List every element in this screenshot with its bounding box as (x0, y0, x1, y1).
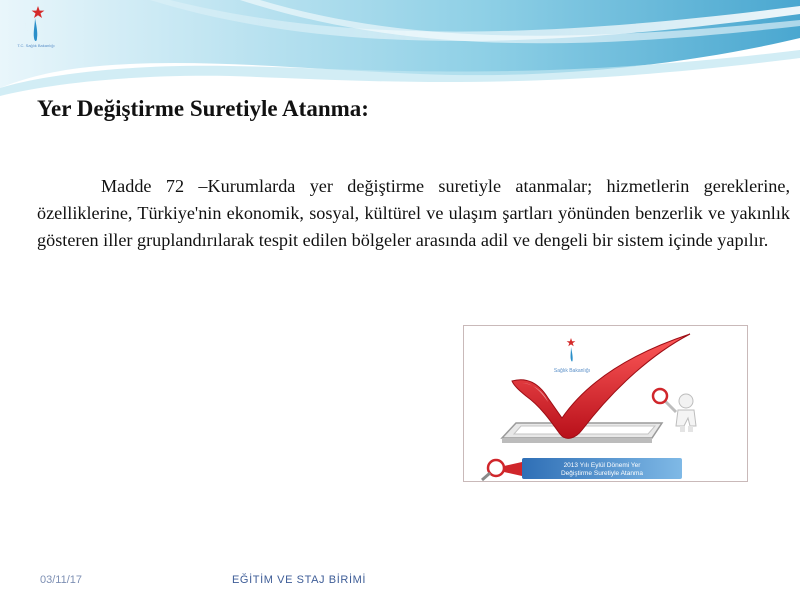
footer-unit: EĞİTİM VE STAJ BİRİMİ (232, 574, 367, 586)
logo-text: T.C. Sağlık Bakanlığı (17, 43, 55, 48)
banner-line-2: Değiştirme Suretiyle Atanma (560, 470, 644, 477)
slide-body-text: Madde 72 –Kurumlarda yer değiştirme suretiyle atanmalar; hizmetlerin gereklerine, özelliklerine, Türkiye'nin ekonomik, sosyal, kültürel ve ulaşım şartları yönünden benzerlik ve yakınlık gösteren iller gruplandırılarak tespit edilen bölgeler arasında adil ve dengeli bir sistem içinde yapılır. (37, 176, 790, 250)
caption-banner (482, 458, 682, 480)
checkmark-illustration (464, 326, 747, 481)
banner-line-1: 2013 Yılı Eylül Dönemi Yer (563, 462, 641, 469)
footer-date: 03/11/17 (40, 574, 83, 586)
mini-logo-caption: Sağlık Bakanlığı (553, 368, 591, 374)
checkmark-picture (463, 325, 748, 482)
mini-logo-icon (562, 338, 580, 362)
slide-title: Yer Değiştirme Suretiyle Atanma: (37, 96, 369, 121)
wave-banner (0, 0, 800, 100)
ministry-of-health-logo (4, 2, 66, 64)
